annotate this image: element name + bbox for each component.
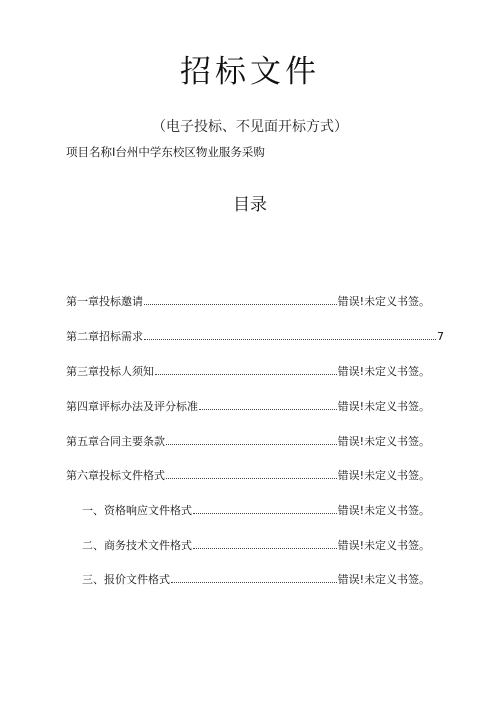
toc-entry-page: 错误!未定义书签。	[337, 469, 430, 482]
toc-entry-page: 错误!未定义书签。	[337, 295, 430, 308]
toc-entry-chapter-3[interactable]	[66, 363, 430, 381]
toc-leader	[144, 293, 337, 305]
toc-leader	[199, 398, 337, 410]
toc-leader	[171, 571, 337, 583]
toc-entry-page: 错误!未定义书签。	[337, 573, 430, 586]
toc-entry-page: 错误!未定义书签。	[337, 435, 430, 448]
toc-entry-label: 第五章合同主要条款	[66, 435, 165, 448]
toc-entry-page: 错误!未定义书签。	[337, 504, 430, 517]
toc-entry-page: 错误!未定义书签。	[337, 400, 430, 413]
toc-entry-label: 第一章投标邀请	[66, 295, 143, 308]
toc-entry-page: 7	[437, 330, 444, 343]
toc-entry-chapter-6[interactable]	[66, 467, 430, 485]
toc-leader	[166, 433, 337, 445]
toc-entry-label: 二、商务技术文件格式	[82, 539, 192, 552]
toc-entry-page: 错误!未定义书签。	[337, 365, 430, 378]
toc-leader	[193, 537, 337, 549]
document-title: 招标文件	[180, 54, 320, 90]
toc-entry-section-3[interactable]	[82, 571, 430, 589]
toc-entry-label: 第六章投标文件格式	[66, 469, 165, 482]
toc-entry-chapter-4[interactable]	[66, 398, 430, 416]
toc-entry-chapter-1[interactable]	[66, 293, 430, 311]
toc-entry-section-1[interactable]	[82, 502, 430, 520]
toc-entry-label: 一、资格响应文件格式	[82, 504, 192, 517]
toc-entry-chapter-5[interactable]	[66, 433, 430, 451]
toc-leader	[155, 363, 337, 375]
toc-entry-label: 三、报价文件格式	[82, 573, 170, 586]
toc-entry-label: 第四章评标办法及评分标准	[66, 400, 198, 413]
toc-entry-label: 第二章招标需求	[66, 330, 143, 343]
toc-entry-chapter-2[interactable]	[66, 328, 444, 346]
toc-entry-section-2[interactable]	[82, 537, 430, 555]
toc-leader	[193, 502, 337, 514]
document-subtitle: （电子投标、不见面开标方式）	[152, 119, 348, 135]
toc-leader	[166, 467, 337, 479]
toc-entry-label: 第三章投标人须知	[66, 365, 154, 378]
toc-leader	[144, 328, 436, 340]
toc-heading: 目录	[233, 195, 267, 215]
project-name: 项目名称I台州中学东校区物业服务采购	[66, 145, 265, 159]
toc-entry-page: 错误!未定义书签。	[337, 539, 430, 552]
